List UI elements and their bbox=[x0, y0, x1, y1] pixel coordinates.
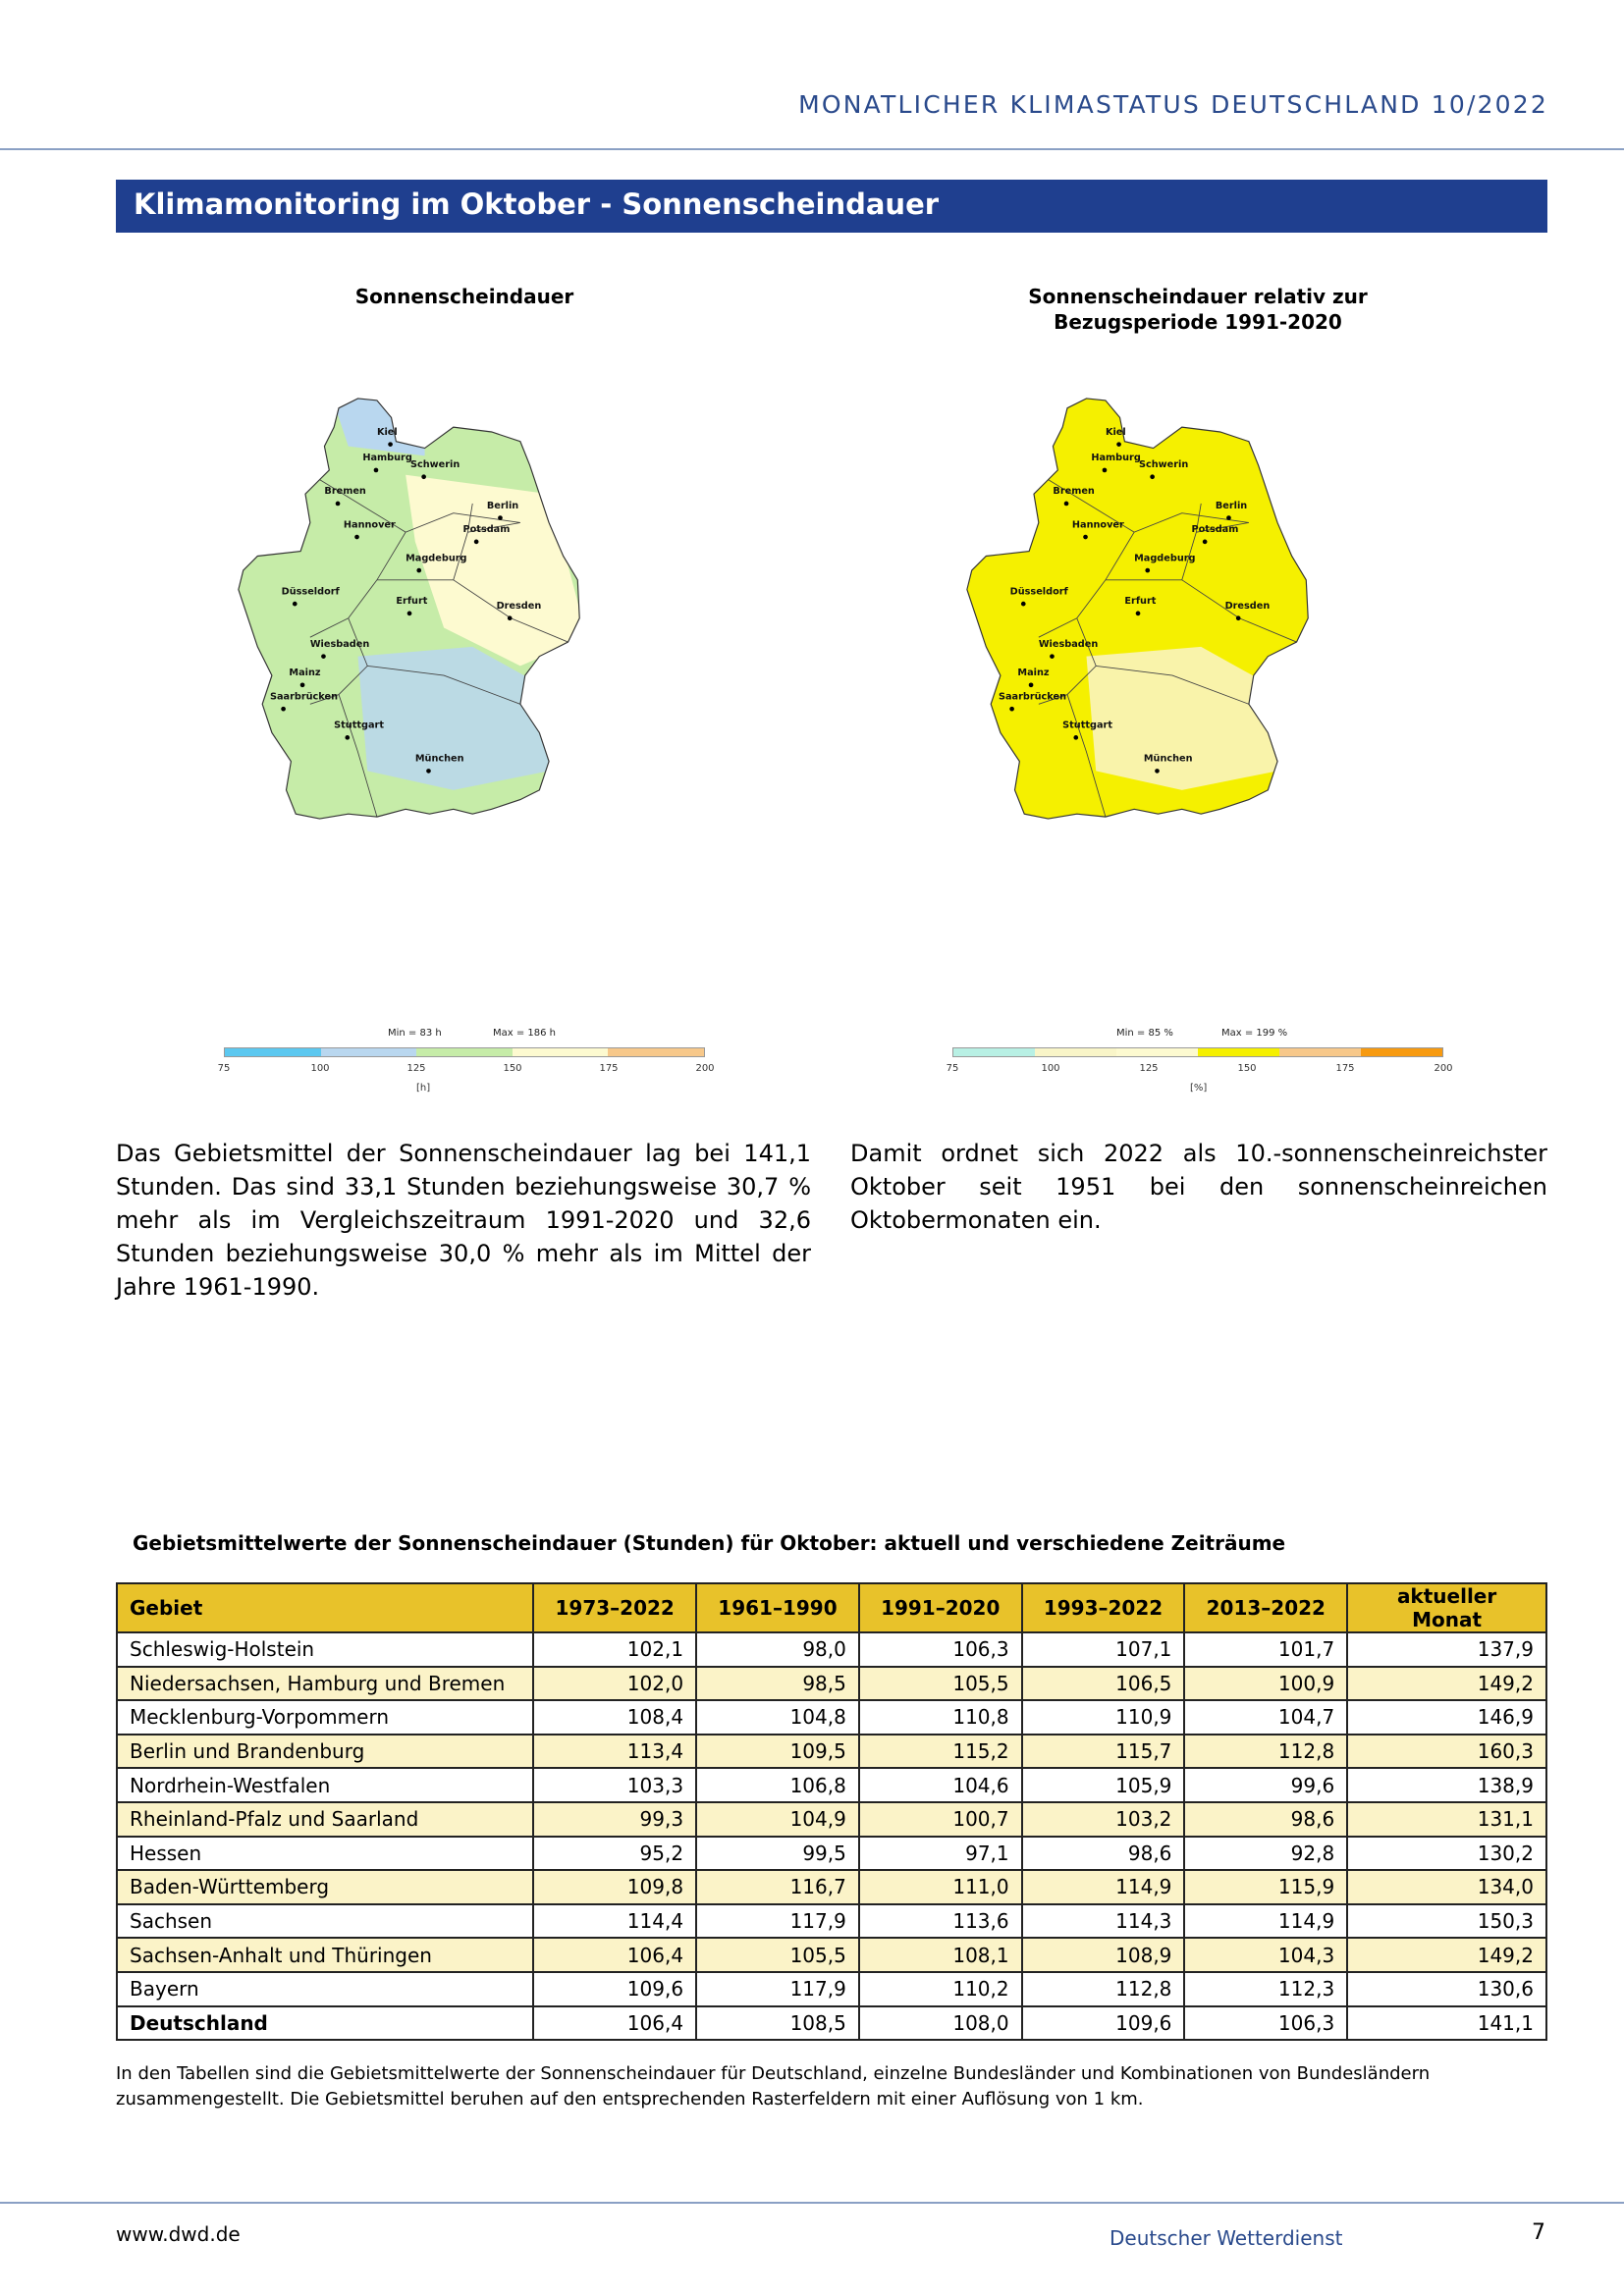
value-cell: 98,5 bbox=[696, 1667, 859, 1701]
table-caption: Gebietsmittelwerte der Sonnenscheindauer (Stunden) für Oktober: aktuell und verschiedene Zeiträume bbox=[133, 1531, 1286, 1555]
summary-paragraph-left: Das Gebietsmittel der Sonnenscheindauer lag bei 141,1 Stunden. Das sind 33,1 Stunden beziehungsweise 30,7 % mehr als im Vergleichszeitraum 1991-2020 und 32,6 Stunden beziehungsweise 30,0 % mehr als im Mittel der Jahre 1961-1990. bbox=[116, 1140, 811, 1301]
table-row bbox=[117, 1904, 1546, 1939]
table-row bbox=[117, 1837, 1546, 1871]
column-header: Gebiet bbox=[117, 1583, 533, 1632]
value-cell: 130,6 bbox=[1347, 1972, 1546, 2006]
city-marker bbox=[1203, 540, 1208, 545]
table-row bbox=[117, 1938, 1546, 1972]
city-label: Magdeburg bbox=[406, 553, 467, 564]
city-label: Saarbrücken bbox=[269, 691, 339, 703]
value-cell: 137,9 bbox=[1347, 1632, 1546, 1667]
region-cell: Deutschland bbox=[117, 2006, 533, 2041]
value-cell: 111,0 bbox=[859, 1870, 1022, 1904]
region-cell: Niedersachsen, Hamburg und Bremen bbox=[117, 1667, 533, 1701]
value-cell: 113,4 bbox=[533, 1735, 696, 1769]
column-header: 1991–2020 bbox=[859, 1583, 1022, 1632]
column-header: aktueller Monat bbox=[1347, 1583, 1546, 1632]
value-cell: 109,8 bbox=[533, 1870, 696, 1904]
city-marker bbox=[1083, 535, 1088, 540]
city-label: Hamburg bbox=[362, 453, 412, 464]
legend-unit-hours: [h] bbox=[416, 1083, 431, 1094]
header-divider bbox=[0, 148, 1624, 150]
value-cell: 99,5 bbox=[696, 1837, 859, 1871]
city-marker bbox=[1155, 769, 1160, 774]
table-header-row bbox=[117, 1583, 1546, 1632]
city-marker bbox=[374, 468, 379, 473]
value-cell: 95,2 bbox=[533, 1837, 696, 1871]
value-cell: 102,1 bbox=[533, 1632, 696, 1667]
legend-tick-label: 175 bbox=[599, 1063, 619, 1074]
value-cell: 131,1 bbox=[1347, 1802, 1546, 1837]
value-cell: 114,3 bbox=[1022, 1904, 1185, 1939]
city-label: Erfurt bbox=[396, 596, 428, 608]
value-cell: 104,3 bbox=[1184, 1938, 1347, 1972]
report-title: MONATLICHER KLIMASTATUS DEUTSCHLAND 10/2022 bbox=[798, 90, 1548, 119]
legend-tick-label: 125 bbox=[1139, 1063, 1159, 1074]
city-label: Berlin bbox=[1215, 500, 1248, 511]
city-label: Magdeburg bbox=[1134, 553, 1196, 564]
city-label: Schwerin bbox=[410, 459, 460, 470]
value-cell: 103,2 bbox=[1022, 1802, 1185, 1837]
column-header: 1973–2022 bbox=[533, 1583, 696, 1632]
value-cell: 99,6 bbox=[1184, 1768, 1347, 1802]
legend-swatch bbox=[225, 1048, 321, 1056]
value-cell: 112,8 bbox=[1022, 1972, 1185, 2006]
value-cell: 104,6 bbox=[859, 1768, 1022, 1802]
value-cell: 105,5 bbox=[859, 1667, 1022, 1701]
column-header: 1993–2022 bbox=[1022, 1583, 1185, 1632]
value-cell: 106,8 bbox=[696, 1768, 859, 1802]
value-cell: 106,5 bbox=[1022, 1667, 1185, 1701]
legend-swatch bbox=[1198, 1048, 1279, 1056]
city-marker bbox=[345, 735, 350, 740]
region-cell: Sachsen bbox=[117, 1904, 533, 1939]
footer-organization: Deutscher Wetterdienst bbox=[1110, 2226, 1343, 2250]
legend-tick-label: 200 bbox=[1434, 1063, 1453, 1074]
city-label: Düsseldorf bbox=[281, 586, 340, 598]
legend-swatch bbox=[321, 1048, 417, 1056]
city-label: Erfurt bbox=[1124, 596, 1157, 608]
value-cell: 130,2 bbox=[1347, 1837, 1546, 1871]
value-cell: 108,1 bbox=[859, 1938, 1022, 1972]
legend-swatch bbox=[953, 1048, 1035, 1056]
value-cell: 104,8 bbox=[696, 1700, 859, 1735]
value-cell: 114,9 bbox=[1022, 1870, 1185, 1904]
value-cell: 106,3 bbox=[859, 1632, 1022, 1667]
city-label: Bremen bbox=[324, 486, 366, 498]
region-cell: Mecklenburg-Vorpommern bbox=[117, 1700, 533, 1735]
map-legend-relative bbox=[952, 1047, 1443, 1057]
city-label: München bbox=[1143, 753, 1193, 765]
sunshine-table bbox=[116, 1582, 1547, 2041]
city-label: Dresden bbox=[496, 601, 542, 612]
city-label: Hamburg bbox=[1091, 453, 1141, 464]
sunshine-map bbox=[234, 383, 587, 834]
city-marker bbox=[336, 502, 341, 507]
city-label: Dresden bbox=[1224, 601, 1271, 612]
city-marker bbox=[354, 535, 359, 540]
value-cell: 107,1 bbox=[1022, 1632, 1185, 1667]
table-row bbox=[117, 1768, 1546, 1802]
value-cell: 110,2 bbox=[859, 1972, 1022, 2006]
value-cell: 100,9 bbox=[1184, 1667, 1347, 1701]
value-cell: 98,6 bbox=[1022, 1837, 1185, 1871]
value-cell: 108,4 bbox=[533, 1700, 696, 1735]
map-min-label: Min = 83 h bbox=[388, 1028, 442, 1039]
region-cell: Hessen bbox=[117, 1837, 533, 1871]
value-cell: 104,9 bbox=[696, 1802, 859, 1837]
legend-tick-label: 100 bbox=[1041, 1063, 1060, 1074]
value-cell: 108,9 bbox=[1022, 1938, 1185, 1972]
value-cell: 108,0 bbox=[859, 2006, 1022, 2041]
table-row bbox=[117, 1667, 1546, 1701]
germany-map bbox=[234, 383, 587, 834]
value-cell: 138,9 bbox=[1347, 1768, 1546, 1802]
legend-unit-percent: [%] bbox=[1190, 1083, 1208, 1094]
city-marker bbox=[1050, 654, 1055, 659]
summary-paragraph-right: Damit ordnet sich 2022 als 10.-sonnenscheinreichster Oktober seit 1951 bei den sonnenscheinreichen Oktobermonaten ein. bbox=[850, 1140, 1547, 1234]
value-cell: 114,4 bbox=[533, 1904, 696, 1939]
value-cell: 115,2 bbox=[859, 1735, 1022, 1769]
city-label: Kiel bbox=[376, 426, 398, 438]
legend-swatch bbox=[1035, 1048, 1116, 1056]
column-header: 2013–2022 bbox=[1184, 1583, 1347, 1632]
city-marker bbox=[1009, 707, 1014, 712]
table-row bbox=[117, 1870, 1546, 1904]
city-marker bbox=[426, 769, 431, 774]
value-cell: 114,9 bbox=[1184, 1904, 1347, 1939]
region-cell: Bayern bbox=[117, 1972, 533, 2006]
value-cell: 109,5 bbox=[696, 1735, 859, 1769]
value-cell: 141,1 bbox=[1347, 2006, 1546, 2041]
value-cell: 106,4 bbox=[533, 2006, 696, 2041]
value-cell: 150,3 bbox=[1347, 1904, 1546, 1939]
city-label: Berlin bbox=[486, 500, 519, 511]
city-label: Stuttgart bbox=[334, 720, 384, 731]
value-cell: 99,3 bbox=[533, 1802, 696, 1837]
city-marker bbox=[293, 602, 298, 607]
city-label: Kiel bbox=[1105, 426, 1126, 438]
city-marker bbox=[300, 683, 305, 688]
city-label: Wiesbaden bbox=[1038, 638, 1099, 650]
footer-link[interactable]: www.dwd.de bbox=[116, 2222, 241, 2246]
page-number: 7 bbox=[1532, 2220, 1545, 2245]
value-cell: 115,9 bbox=[1184, 1870, 1347, 1904]
city-label: Hannover bbox=[1071, 519, 1124, 531]
city-label: Saarbrücken bbox=[998, 691, 1067, 703]
legend-tick-label: 100 bbox=[310, 1063, 330, 1074]
relative-sunshine-map bbox=[962, 383, 1316, 834]
value-cell: 109,6 bbox=[1022, 2006, 1185, 2041]
value-cell: 97,1 bbox=[859, 1837, 1022, 1871]
city-label: Potsdam bbox=[462, 524, 511, 536]
value-cell: 113,6 bbox=[859, 1904, 1022, 1939]
legend-tick-label: 200 bbox=[695, 1063, 715, 1074]
legend-tick-label: 75 bbox=[946, 1063, 959, 1074]
city-marker bbox=[1136, 612, 1141, 616]
value-cell: 112,3 bbox=[1184, 1972, 1347, 2006]
table-row bbox=[117, 1972, 1546, 2006]
city-marker bbox=[1103, 468, 1108, 473]
germany-map bbox=[962, 383, 1316, 834]
value-cell: 117,9 bbox=[696, 1904, 859, 1939]
value-cell: 105,5 bbox=[696, 1938, 859, 1972]
city-marker bbox=[1021, 602, 1026, 607]
city-label: Stuttgart bbox=[1062, 720, 1112, 731]
value-cell: 109,6 bbox=[533, 1972, 696, 2006]
value-cell: 160,3 bbox=[1347, 1735, 1546, 1769]
city-marker bbox=[1226, 515, 1231, 520]
column-header: 1961–1990 bbox=[696, 1583, 859, 1632]
map-title-relative: Sonnenscheindauer relativ zur Bezugsperiode 1991-2020 bbox=[1028, 285, 1368, 334]
map-max-label: Max = 199 % bbox=[1221, 1028, 1288, 1039]
value-cell: 102,0 bbox=[533, 1667, 696, 1701]
city-label: Schwerin bbox=[1139, 459, 1189, 470]
value-cell: 112,8 bbox=[1184, 1735, 1347, 1769]
city-label: München bbox=[414, 753, 464, 765]
value-cell: 106,4 bbox=[533, 1938, 696, 1972]
city-marker bbox=[1145, 568, 1150, 573]
table-row bbox=[117, 1735, 1546, 1769]
legend-tick-label: 125 bbox=[406, 1063, 426, 1074]
city-marker bbox=[474, 540, 479, 545]
region-cell: Nordrhein-Westfalen bbox=[117, 1768, 533, 1802]
value-cell: 110,8 bbox=[859, 1700, 1022, 1735]
legend-tick-label: 150 bbox=[1237, 1063, 1257, 1074]
value-cell: 100,7 bbox=[859, 1802, 1022, 1837]
legend-swatch bbox=[416, 1048, 513, 1056]
table-row bbox=[117, 2006, 1546, 2041]
city-label: Mainz bbox=[1017, 667, 1050, 679]
region-cell: Berlin und Brandenburg bbox=[117, 1735, 533, 1769]
value-cell: 98,0 bbox=[696, 1632, 859, 1667]
value-cell: 104,7 bbox=[1184, 1700, 1347, 1735]
value-cell: 101,7 bbox=[1184, 1632, 1347, 1667]
map-min-label: Min = 85 % bbox=[1116, 1028, 1173, 1039]
value-cell: 116,7 bbox=[696, 1870, 859, 1904]
city-label: Hannover bbox=[343, 519, 396, 531]
value-cell: 115,7 bbox=[1022, 1735, 1185, 1769]
value-cell: 92,8 bbox=[1184, 1837, 1347, 1871]
city-marker bbox=[1073, 735, 1078, 740]
city-label: Bremen bbox=[1053, 486, 1095, 498]
city-marker bbox=[321, 654, 326, 659]
city-label: Potsdam bbox=[1191, 524, 1239, 536]
value-cell: 149,2 bbox=[1347, 1938, 1546, 1972]
legend-swatch bbox=[608, 1048, 704, 1056]
city-label: Mainz bbox=[289, 667, 321, 679]
value-cell: 98,6 bbox=[1184, 1802, 1347, 1837]
city-marker bbox=[1116, 442, 1121, 447]
city-marker bbox=[388, 442, 393, 447]
legend-tick-label: 175 bbox=[1335, 1063, 1355, 1074]
table-footnote: In den Tabellen sind die Gebietsmittelwerte der Sonnenscheindauer für Deutschland, einzelne Bundesländer und Kombinationen von Bundesländern zusammengestellt. Die Gebietsmittel beruhen auf den entsprechenden Rasterfeldern mit einer Auflösung von 1 km. bbox=[116, 2063, 1431, 2109]
value-cell: 117,9 bbox=[696, 1972, 859, 2006]
value-cell: 106,3 bbox=[1184, 2006, 1347, 2041]
city-marker bbox=[1236, 615, 1241, 620]
table-row bbox=[117, 1802, 1546, 1837]
value-cell: 149,2 bbox=[1347, 1667, 1546, 1701]
region-cell: Sachsen-Anhalt und Thüringen bbox=[117, 1938, 533, 1972]
legend-tick-label: 75 bbox=[217, 1063, 231, 1074]
legend-swatch bbox=[1116, 1048, 1198, 1056]
city-label: Wiesbaden bbox=[309, 638, 370, 650]
city-marker bbox=[1150, 474, 1155, 479]
region-cell: Rheinland-Pfalz und Saarland bbox=[117, 1802, 533, 1837]
legend-swatch bbox=[1361, 1048, 1442, 1056]
city-marker bbox=[416, 568, 421, 573]
section-heading: Klimamonitoring im Oktober - Sonnenscheindauer bbox=[116, 180, 1547, 233]
value-cell: 134,0 bbox=[1347, 1870, 1546, 1904]
map-legend-sunshine bbox=[224, 1047, 705, 1057]
table-row bbox=[117, 1632, 1546, 1667]
footer-divider bbox=[0, 2202, 1624, 2204]
city-marker bbox=[508, 615, 513, 620]
value-cell: 146,9 bbox=[1347, 1700, 1546, 1735]
value-cell: 103,3 bbox=[533, 1768, 696, 1802]
city-marker bbox=[281, 707, 286, 712]
city-marker bbox=[1029, 683, 1034, 688]
city-marker bbox=[498, 515, 503, 520]
map-title-sunshine: Sonnenscheindauer bbox=[354, 285, 574, 308]
city-label: Düsseldorf bbox=[1009, 586, 1068, 598]
legend-tick-label: 150 bbox=[503, 1063, 522, 1074]
region-cell: Baden-Württemberg bbox=[117, 1870, 533, 1904]
city-marker bbox=[1064, 502, 1069, 507]
legend-swatch bbox=[513, 1048, 609, 1056]
city-marker bbox=[407, 612, 412, 616]
value-cell: 105,9 bbox=[1022, 1768, 1185, 1802]
value-cell: 108,5 bbox=[696, 2006, 859, 2041]
value-cell: 110,9 bbox=[1022, 1700, 1185, 1735]
legend-swatch bbox=[1279, 1048, 1361, 1056]
region-cell: Schleswig-Holstein bbox=[117, 1632, 533, 1667]
table-row bbox=[117, 1700, 1546, 1735]
city-marker bbox=[421, 474, 426, 479]
map-max-label: Max = 186 h bbox=[493, 1028, 557, 1039]
